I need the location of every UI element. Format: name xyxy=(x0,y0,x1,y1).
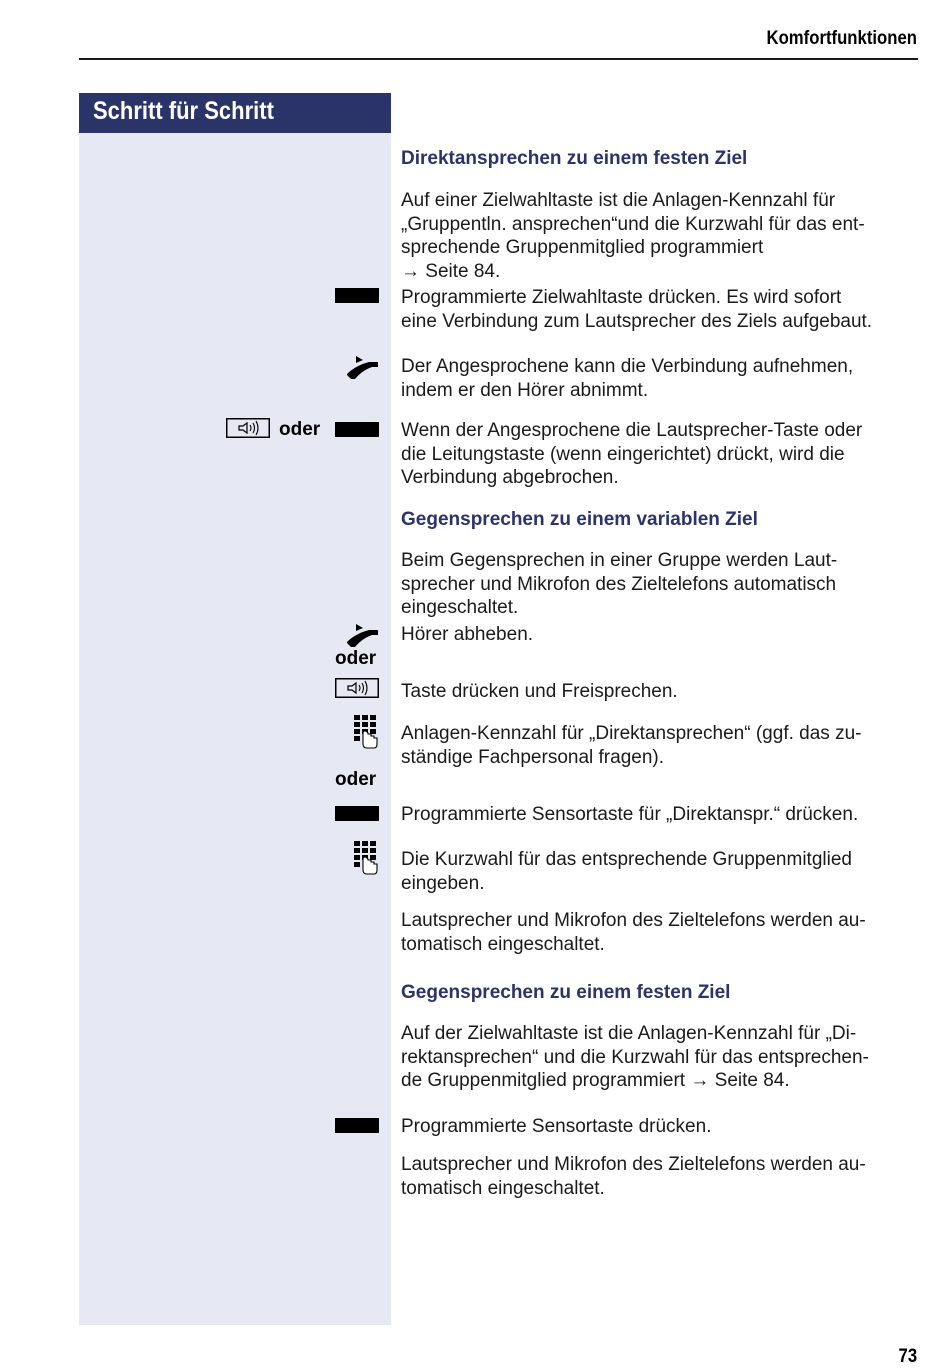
paragraph-s2-shortcode: Die Kurzwahl für das entsprechende Gruppenmitglied eingeben. xyxy=(401,849,852,894)
keypad-icon xyxy=(352,840,380,876)
paragraph-s2-intro: Beim Gegensprechen in einer Gruppe werden Laut- sprecher und Mikrofon des Zieltelefons automatisch eingeschaltet. xyxy=(401,550,838,618)
keypad-icon xyxy=(352,714,380,750)
oder-label: oder xyxy=(335,769,377,790)
paragraph-s1-pickup: Der Angesprochene kann die Verbindung aufnehmen, indem er den Hörer abnimmt. xyxy=(401,356,854,401)
function-key-icon xyxy=(335,806,379,821)
function-key-icon xyxy=(335,288,379,303)
section-heading-direktansprechen: Direktansprechen zu einem festen Ziel xyxy=(401,148,748,169)
paragraph-s2-code: Anlagen-Kennzahl für „Direktansprechen“ (ggf. das zu- ständige Fachpersonal fragen). xyxy=(401,723,862,768)
paragraph-s3-result: Lautsprecher und Mikrofon des Zieltelefons werden au- tomatisch eingeschaltet. xyxy=(401,1154,866,1199)
header-divider xyxy=(79,58,918,60)
paragraph-s3-press: Programmierte Sensortaste drücken. xyxy=(401,1116,712,1137)
page-number: 73 xyxy=(898,1346,917,1367)
page-reference: Seite 84. xyxy=(714,1070,790,1091)
function-key-icon xyxy=(335,422,379,437)
section-heading-gegensprechen-fest: Gegensprechen zu einem festen Ziel xyxy=(401,982,731,1003)
speaker-key-icon xyxy=(335,678,379,698)
paragraph-s1-intro: Auf einer Zielwahltaste ist die Anlagen-Kennzahl für „Gruppentln. ansprechen“und die Kurzwahl für das ent- sprechende Gruppenmitglied programmiert → Seite 84. xyxy=(401,190,865,282)
handset-lift-icon xyxy=(344,354,382,382)
arrow-icon: → xyxy=(690,1070,710,1091)
chapter-title: Komfortfunktionen xyxy=(766,28,917,49)
oder-label: oder xyxy=(335,648,377,669)
sidebar-title: Schritt für Schritt xyxy=(93,97,274,125)
function-key-icon xyxy=(335,1118,379,1133)
oder-label: oder xyxy=(279,419,321,440)
sidebar-header xyxy=(79,93,391,133)
arrow-icon: → xyxy=(401,260,420,282)
paragraph-s1-cancel: Wenn der Angesprochene die Lautsprecher-Taste oder die Leitungstaste (wenn eingerichtet) drückt, wird die Verbindung abgebrochen. xyxy=(401,420,863,488)
paragraph-s1-press-key: Programmierte Zielwahltaste drücken. Es wird sofort eine Verbindung zum Lautsprecher des Ziels aufgebaut. xyxy=(401,287,873,332)
page-reference: Seite 84. xyxy=(425,260,501,282)
handset-lift-icon xyxy=(344,622,382,650)
speaker-key-icon xyxy=(226,418,270,438)
paragraph-s2-lift: Hörer abheben. xyxy=(401,624,534,645)
paragraph-s2-sensor: Programmierte Sensortaste für „Direktanspr.“ drücken. xyxy=(401,804,859,825)
paragraph-s2-handsfree: Taste drücken und Freisprechen. xyxy=(401,681,678,702)
section-heading-gegensprechen-variabel: Gegensprechen zu einem variablen Ziel xyxy=(401,509,758,530)
sidebar-column xyxy=(79,93,391,1325)
paragraph-s3-intro: Auf der Zielwahltaste ist die Anlagen-Kennzahl für „Di- rektansprechen“ und die Kurzwahl für das entsprechen- de Gruppenmitglied programmiert → Seite 84. xyxy=(401,1023,869,1091)
paragraph-s2-result: Lautsprecher und Mikrofon des Zieltelefons werden au- tomatisch eingeschaltet. xyxy=(401,910,866,955)
